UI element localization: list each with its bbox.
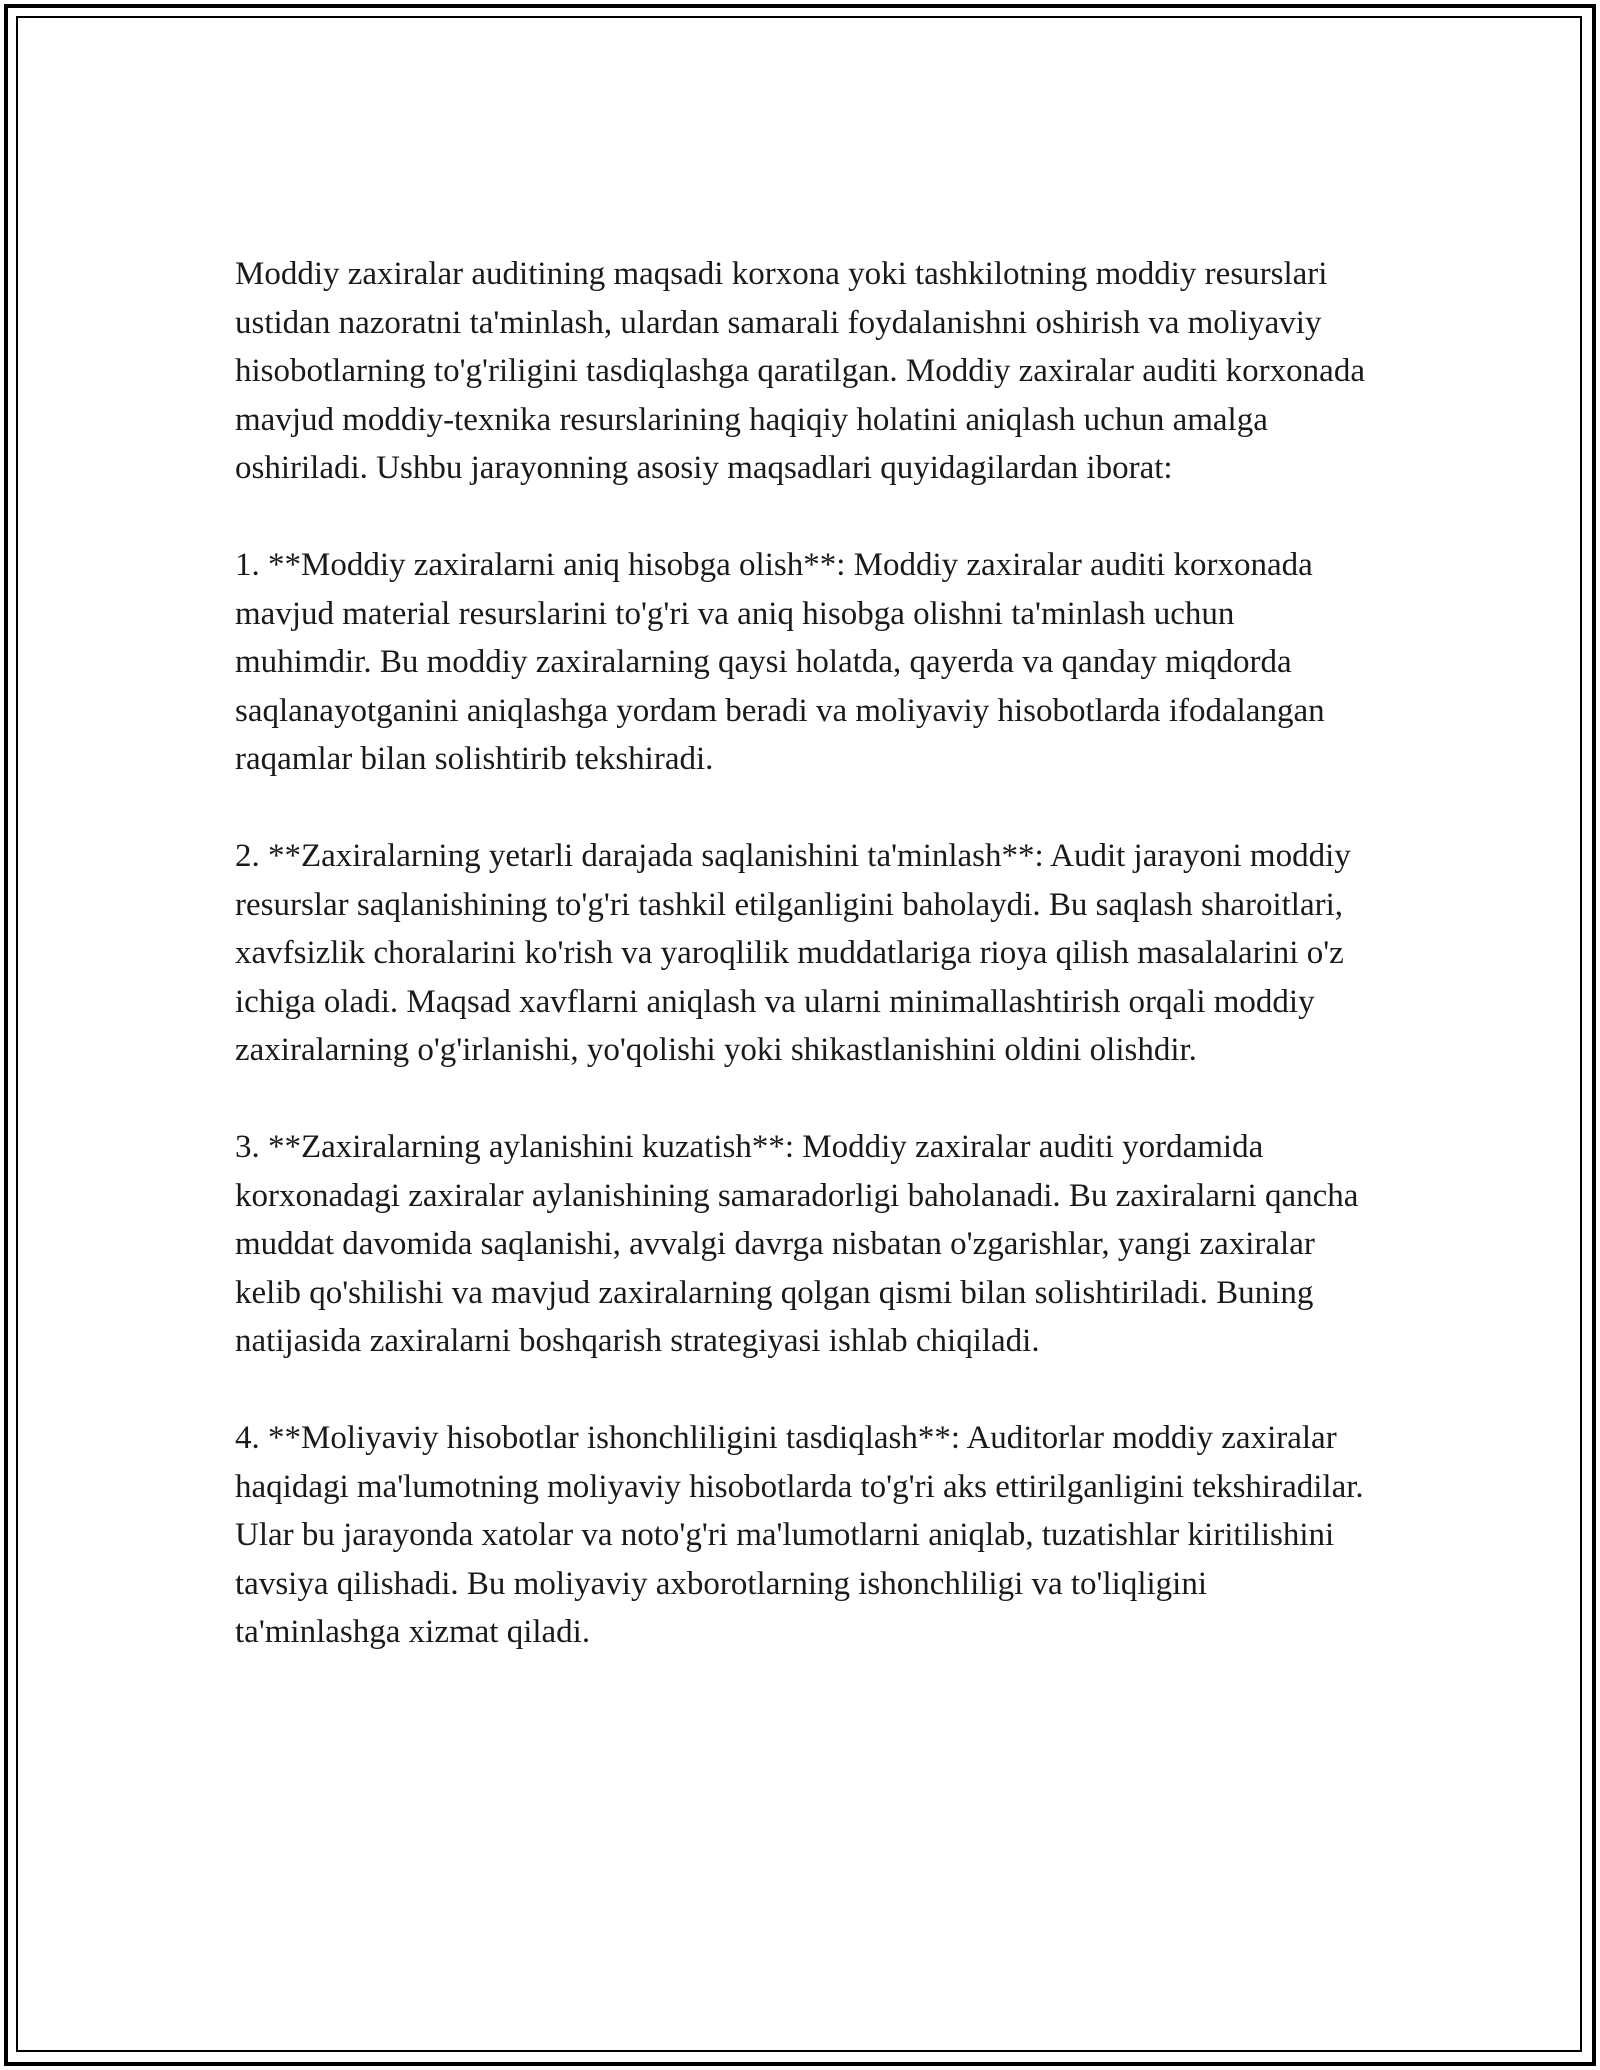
document-body [235, 250, 1375, 1705]
intro-paragraph: Moddiy zaxiralar auditining maqsadi korxona yoki tashkilotning moddiy resurslari ustidan nazoratni ta'minlash, ulardan samarali foydalanishni oshirish va moliyaviy hisobotlarning to'g'riligini tasdiqlashga qaratilgan. Moddiy zaxiralar auditi korxonada mavjud moddiy-texnika resurslarining haqiqiy holatini aniqlash uchun amalga oshiriladi. Ushbu jarayonning asosiy maqsadlari quyidagilardan iborat: [235, 256, 1365, 486]
list-item-4: 4. **Moliyaviy hisobotlar ishonchliligini tasdiqlash**: Auditorlar moddiy zaxiralar haqidagi ma'lumotning moliyaviy hisobotlarda to'g'ri aks ettirilganligini tekshiradilar. Ular bu jarayonda xatolar va noto'g'ri ma'lumotlarni aniqlab, tuzatishlar kiritilishini tavsiya qilishadi. Bu moliyaviy axborotlarning ishonchliligi va to'liqligini ta'minlashga xizmat qiladi. [235, 1420, 1364, 1650]
list-item-1: 1. **Moddiy zaxiralarni aniq hisobga olish**: Moddiy zaxiralar auditi korxonada mavjud material resurslarini to'g'ri va aniq hisobga olishni ta'minlash uchun muhimdir. Bu moddiy zaxiralarning qaysi holatda, qayerda va qanday miqdorda saqlanayotganini aniqlashga yordam beradi va moliyaviy hisobotlarda ifodalangan raqamlar bilan solishtirib tekshiradi. [235, 547, 1325, 777]
list-item-3: 3. **Zaxiralarning aylanishini kuzatish**: Moddiy zaxiralar auditi yordamida korxonadagi zaxiralar aylanishining samaradorligi baholanadi. Bu zaxiralarni qancha muddat davomida saqlanishi, avvalgi davrga nisbatan o'zgarishlar, yangi zaxiralar kelib qo'shilishi va mavjud zaxiralarning qolgan qismi bilan solishtiriladi. Buning natijasida zaxiralarni boshqarish strategiyasi ishlab chiqiladi. [235, 1129, 1359, 1359]
list-item-2: 2. **Zaxiralarning yetarli darajada saqlanishini ta'minlash**: Audit jarayoni moddiy resurslar saqlanishining to'g'ri tashkil etilganligini baholaydi. Bu saqlash sharoitlari, xavfsizlik choralarini ko'rish va yaroqlilik muddatlariga rioya qilish masalalarini o'z ichiga oladi. Maqsad xavflarni aniqlash va ularni minimallashtirish orqali moddiy zaxiralarning o'g'irlanishi, yo'qolishi yoki shikastlanishini oldini olishdir. [235, 838, 1351, 1068]
